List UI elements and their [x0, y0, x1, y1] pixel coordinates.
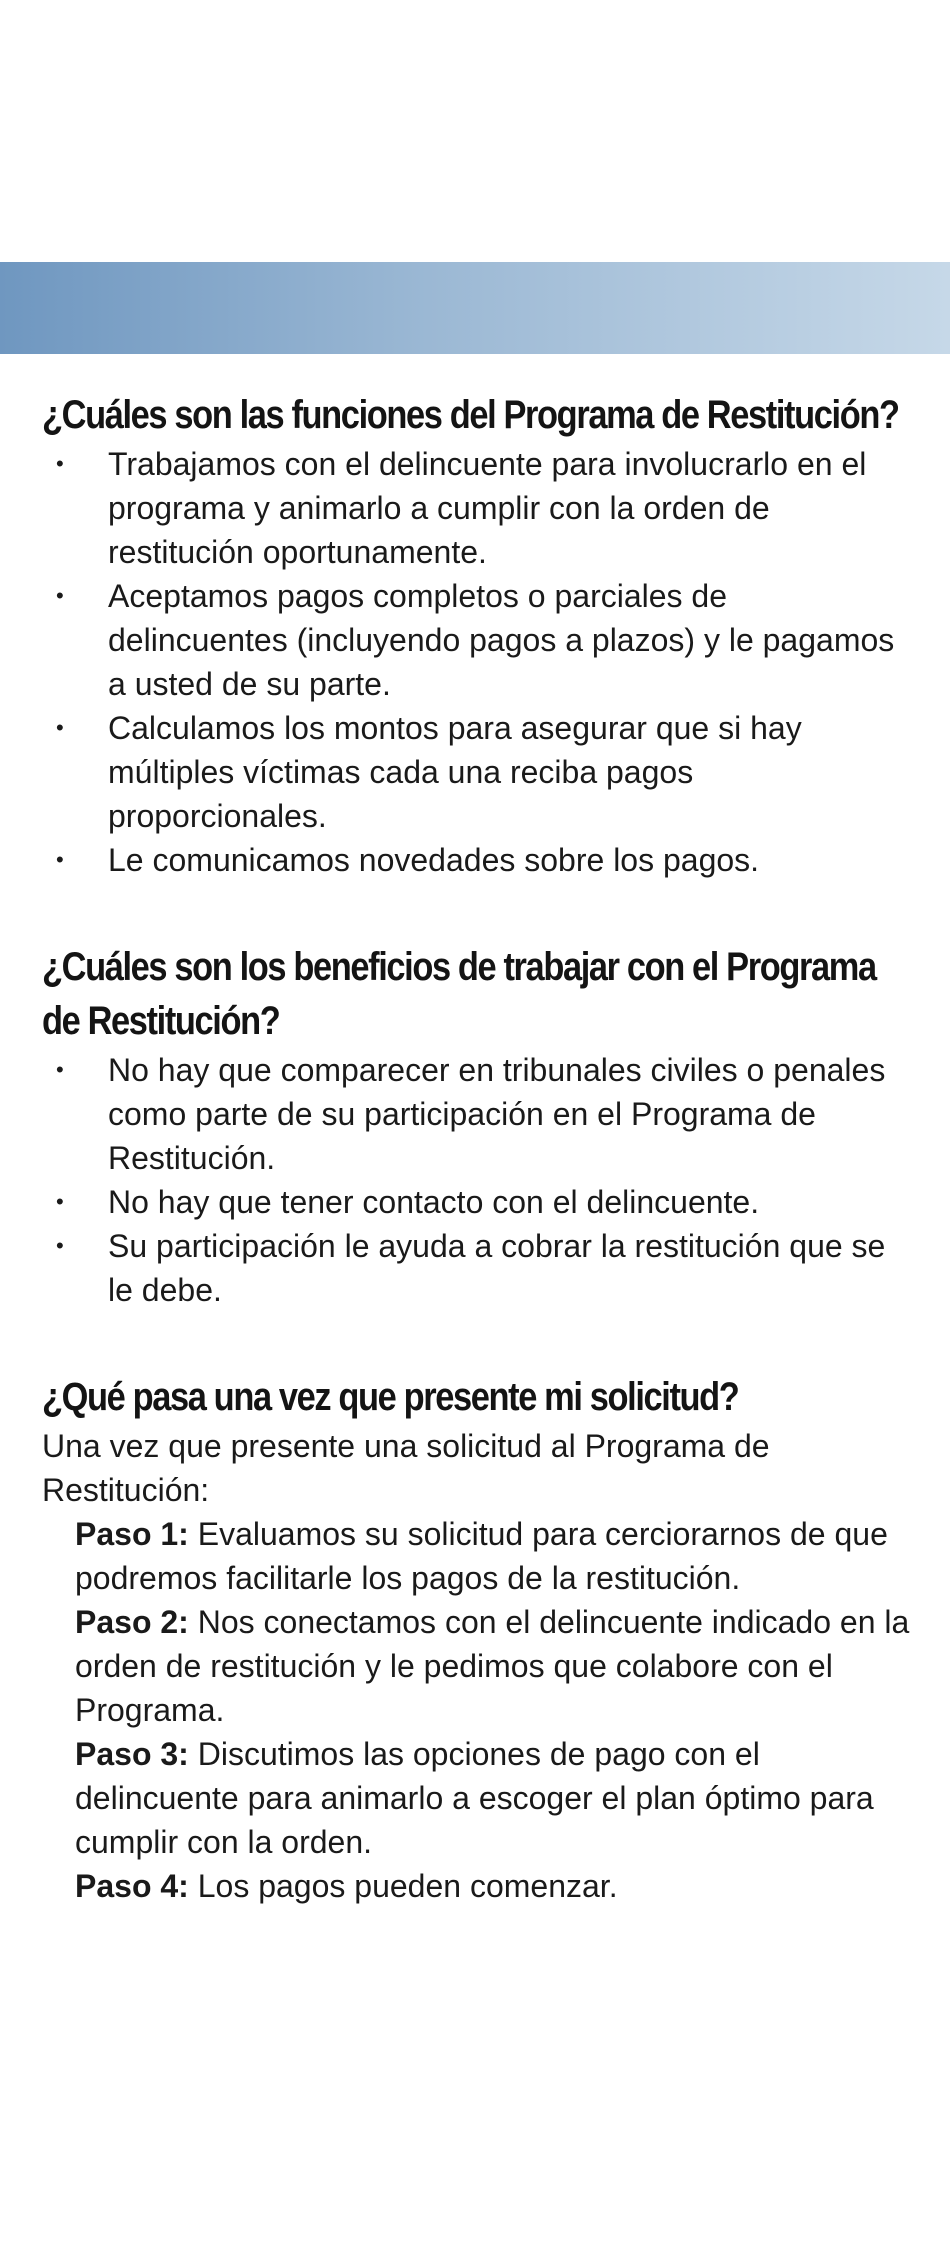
step-item — [75, 1864, 912, 1908]
step-label: Paso 1: — [75, 1516, 189, 1552]
step-text: Discutimos las opciones de pago con el delincuente para animarlo a escoger el plan óptimo para cumplir con la orden. — [75, 1736, 874, 1860]
list-item — [42, 1048, 912, 1180]
section-benefits — [42, 940, 912, 1312]
list-item — [42, 442, 912, 574]
bullet-icon: • — [56, 847, 64, 872]
list-item-text: Le comunicamos novedades sobre los pagos. — [108, 842, 760, 878]
list-item-text: Su participación le ayuda a cobrar la restitución que se le debe. — [108, 1228, 886, 1308]
section-heading: ¿Cuáles son las funciones del Programa de Restitución? — [42, 393, 899, 437]
bullet-icon: • — [56, 1233, 64, 1258]
step-text: Nos conectamos con el delincuente indicado en la orden de restitución y le pedimos que colabore con el Programa. — [75, 1604, 910, 1728]
list-item-text: No hay que tener contacto con el delincuente. — [108, 1184, 760, 1220]
list-item — [42, 574, 912, 706]
step-label: Paso 2: — [75, 1604, 189, 1640]
bullet-icon: • — [56, 451, 64, 476]
step-item — [75, 1512, 912, 1600]
list-item — [42, 838, 912, 882]
bullet-icon: • — [56, 715, 64, 740]
section-heading: ¿Qué pasa una vez que presente mi solicitud? — [42, 1375, 739, 1419]
section-functions — [42, 388, 912, 882]
list-item — [42, 706, 912, 838]
bullet-icon: • — [56, 1057, 64, 1082]
list-item-text: Aceptamos pagos completos o parciales de delincuentes (incluyendo pagos a plazos) y le pagamos a usted de su parte. — [108, 578, 895, 702]
step-text: Evaluamos su solicitud para cerciorarnos de que podremos facilitarle los pagos de la restitución. — [75, 1516, 888, 1596]
document-body — [42, 388, 912, 1966]
bullet-icon: • — [56, 1189, 64, 1214]
step-text: Los pagos pueden comenzar. — [197, 1868, 618, 1904]
header-banner — [0, 262, 950, 354]
section-process — [42, 1370, 912, 1908]
step-item — [75, 1732, 912, 1864]
step-item — [75, 1600, 912, 1732]
bullet-icon: • — [56, 583, 64, 608]
step-label: Paso 3: — [75, 1736, 189, 1772]
intro-text: Una vez que presente una solicitud al Programa de Restitución: — [42, 1428, 770, 1508]
bullet-list — [42, 1048, 912, 1312]
bullet-list — [42, 442, 912, 882]
list-item — [42, 1224, 912, 1312]
step-label: Paso 4: — [75, 1868, 189, 1904]
list-item — [42, 1180, 912, 1224]
list-item-text: Calculamos los montos para asegurar que si hay múltiples víctimas cada una reciba pagos proporcionales. — [108, 710, 802, 834]
list-item-text: No hay que comparecer en tribunales civiles o penales como parte de su participación en el Programa de Restitución. — [108, 1052, 886, 1176]
list-item-text: Trabajamos con el delincuente para involucrarlo en el programa y animarlo a cumplir con la orden de restitución oportunamente. — [108, 446, 867, 570]
steps-list — [42, 1512, 912, 1908]
section-heading: ¿Cuáles son los beneficios de trabajar con el Programa de Restitución? — [42, 945, 876, 1043]
